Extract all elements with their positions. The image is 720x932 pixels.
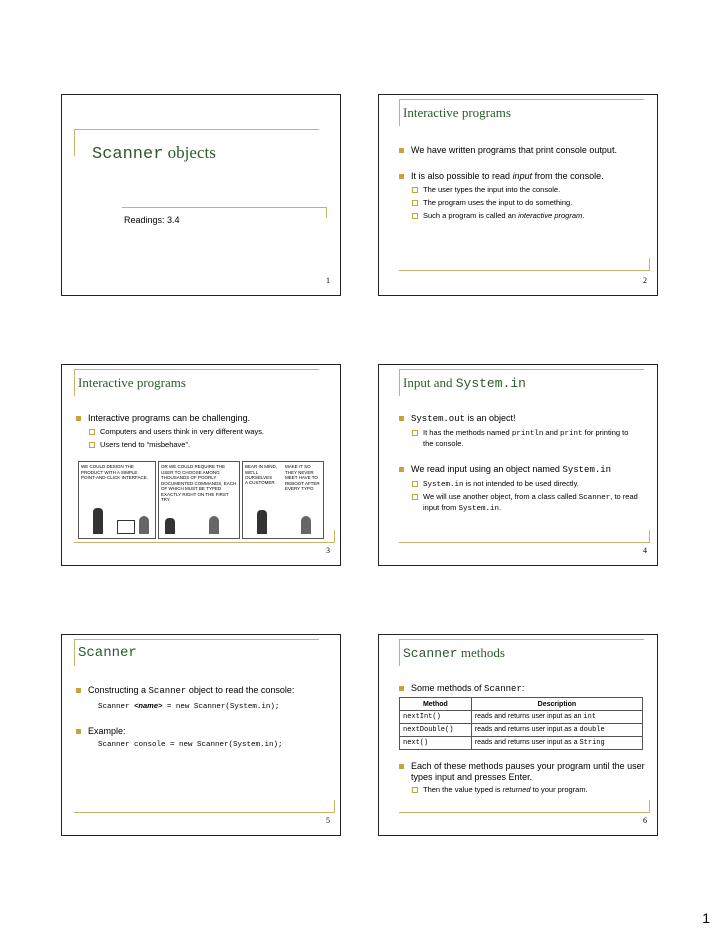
sub-bullet: The user types the input into the console. xyxy=(411,185,643,195)
slide-title: Scanner xyxy=(78,645,137,661)
code-syntax: Scanner <name> = new Scanner(System.in); xyxy=(98,701,280,711)
bullet: Each of these methods pauses your program until the user types input and presses Enter. xyxy=(399,761,651,783)
footer-rule xyxy=(399,530,650,543)
table-row: next() reads and returns user input as a String xyxy=(400,737,643,750)
sub-bullet: System.in is not intended to be used directly. xyxy=(411,479,643,490)
slide-title: Interactive programs xyxy=(78,375,186,390)
slide-1 xyxy=(61,94,341,296)
sub-bullet: Computers and users think in very different ways. xyxy=(88,427,320,437)
page-number: 4 xyxy=(643,546,647,555)
table-header: Method xyxy=(400,698,472,711)
sub-bullet: The program uses the input to do something. xyxy=(411,198,643,208)
table-row: nextDouble() reads and returns user input as a double xyxy=(400,724,643,737)
footer-rule xyxy=(399,800,650,813)
bullet: Some methods of Scanner: xyxy=(399,683,651,695)
slide-5 xyxy=(61,634,341,836)
footer-rule xyxy=(74,800,335,813)
comic-panel-3: BEAR IN MIND, WE'LL OURSELVES MAKE IT SO THEY NEVER MEET HAVE TO REBOOT AFTER EVERY TYPO A CUSTOMER xyxy=(242,461,324,539)
sub-bullet: It has the methods named println and print for printing to the console. xyxy=(411,428,633,449)
readings-text: Readings: 3.4 xyxy=(124,215,180,225)
slide-title: Scanner objects xyxy=(92,143,216,164)
page-number: 1 xyxy=(326,276,330,285)
bullet: It is also possible to read input from the console. xyxy=(399,171,651,182)
comic-strip xyxy=(78,461,324,539)
code-example: Scanner console = new Scanner(System.in); xyxy=(98,741,283,749)
page-number: 6 xyxy=(643,816,647,825)
bullet: Interactive programs can be challenging. xyxy=(76,413,328,424)
slide-title: Scanner methods xyxy=(403,645,505,661)
slide-title: Input and System.in xyxy=(403,375,526,391)
page-number: 2 xyxy=(643,276,647,285)
methods-table xyxy=(399,697,643,750)
page-number: 3 xyxy=(326,546,330,555)
bullet: Constructing a Scanner object to read the console: xyxy=(76,685,328,697)
footer-rule xyxy=(74,530,335,543)
bullet: We have written programs that print console output. xyxy=(399,145,651,156)
slide-4 xyxy=(378,364,658,566)
bullet: System.out is an object! xyxy=(399,413,651,425)
page-number: 5 xyxy=(326,816,330,825)
slide-2 xyxy=(378,94,658,296)
comic-panel-1: WE COULD DESIGN THE PRODUCT WITH A SIMPLE POINT-AND-CLICK INTERFACE. xyxy=(78,461,156,539)
slide-3 xyxy=(61,364,341,566)
document-page-number: 1 xyxy=(702,910,710,926)
table-row: nextInt() reads and returns user input as an int xyxy=(400,711,643,724)
bullet: Example: xyxy=(76,726,328,737)
sub-bullet: Then the value typed is returned to your program. xyxy=(411,785,643,795)
slide-6 xyxy=(378,634,658,836)
comic-panel-2: OR WE COULD REQUIRE THE USER TO CHOOSE AMONG THOUSANDS OF POORLY DOCUMENTED COMMANDS, EACH OF WHICH MUST BE TYPED EXACTLY RIGHT ON THE FIRST TRY. xyxy=(158,461,240,539)
sub-bullet: Such a program is called an interactive program. xyxy=(411,211,643,221)
sub-bullet: Users tend to “misbehave”. xyxy=(88,440,320,450)
footer-rule xyxy=(399,258,650,271)
table-header: Description xyxy=(471,698,642,711)
bullet: We read input using an object named System.in xyxy=(399,464,651,476)
sub-bullet: We will use another object, from a class called Scanner, to read input from System.in. xyxy=(411,492,645,514)
slide-title: Interactive programs xyxy=(403,105,511,120)
